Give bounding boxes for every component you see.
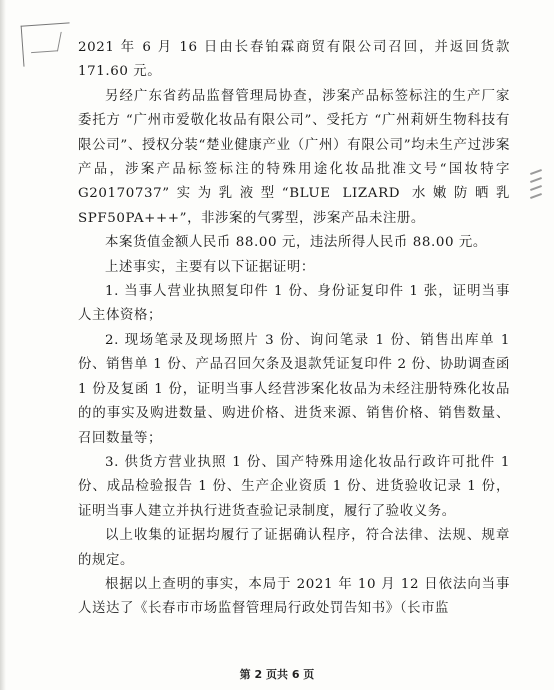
document-body	[78, 36, 510, 622]
page-number: 第 2 页共 6 页	[239, 668, 315, 681]
paragraph-evidence-summary: 以上收集的证据均履行了证据确认程序，符合法律、法规、规章的规定。	[78, 528, 510, 568]
margin-scribble-icon	[530, 165, 548, 225]
paragraph-1: 2021 年 6 月 16 日由长春铂霖商贸有限公司召回，并返回货款 171.60 元。	[78, 40, 510, 80]
paragraph-3: 本案货值金额人民币 88.00 元，违法所得人民币 88.00 元。	[105, 235, 487, 251]
paragraph-4: 上述事实，主要有以下证据证明：	[105, 259, 315, 275]
paragraph-final: 根据以上查明的事实，本局于 2021 年 10 月 12 日依法向当事人送达了《长春市市场监督管理局行政处罚告知书》（长市监	[78, 576, 510, 617]
corner-mark-icon	[21, 22, 73, 66]
evidence-item-2: 2. 现场笔录及现场照片 3 份、询问笔录 1 份、销售出库单 1 份、销售单 1 份、产品召回欠条及退款凭证复印件 2 份、协助调查函 1 份及复函 1 份，证明当事人经营涉案化妆品为未经注册特殊化妆品的的事实及购进数量、购进价格、进货来源、销售价格、销售数量、召回数量等；	[78, 332, 510, 446]
scan-shadow	[0, 0, 6, 690]
evidence-item-3: 3. 供货方营业执照 1 份、国产特殊用途化妆品行政许可批件 1 份、成品检验报告 1 份、生产企业资质 1 份、进货验收记录 1 份，证明当事人建立并执行进货查验记录制度，履行了验收义务。	[78, 454, 510, 519]
evidence-item-1: 1. 当事人营业执照复印件 1 份、身份证复印件 1 张，证明当事人主体资格；	[78, 284, 510, 324]
paragraph-2: 另经广东省药品监督管理局协查，涉案产品标签标注的生产厂家委托方 “广州市爱敬化妆品有限公司”、受托方 “广州莉妍生物科技有限公司”、授权分装“楚业健康产业（广州）有限公司”均未生产过涉案产品，涉案产品标签标注的特殊用途化妆品批准文号“国妆特字 G20170737”实为乳液型“BLUE LIZARD 水嫩防晒乳 SPF50PA+++”，非涉案的气雾型，涉案产品未注册。	[78, 88, 510, 226]
